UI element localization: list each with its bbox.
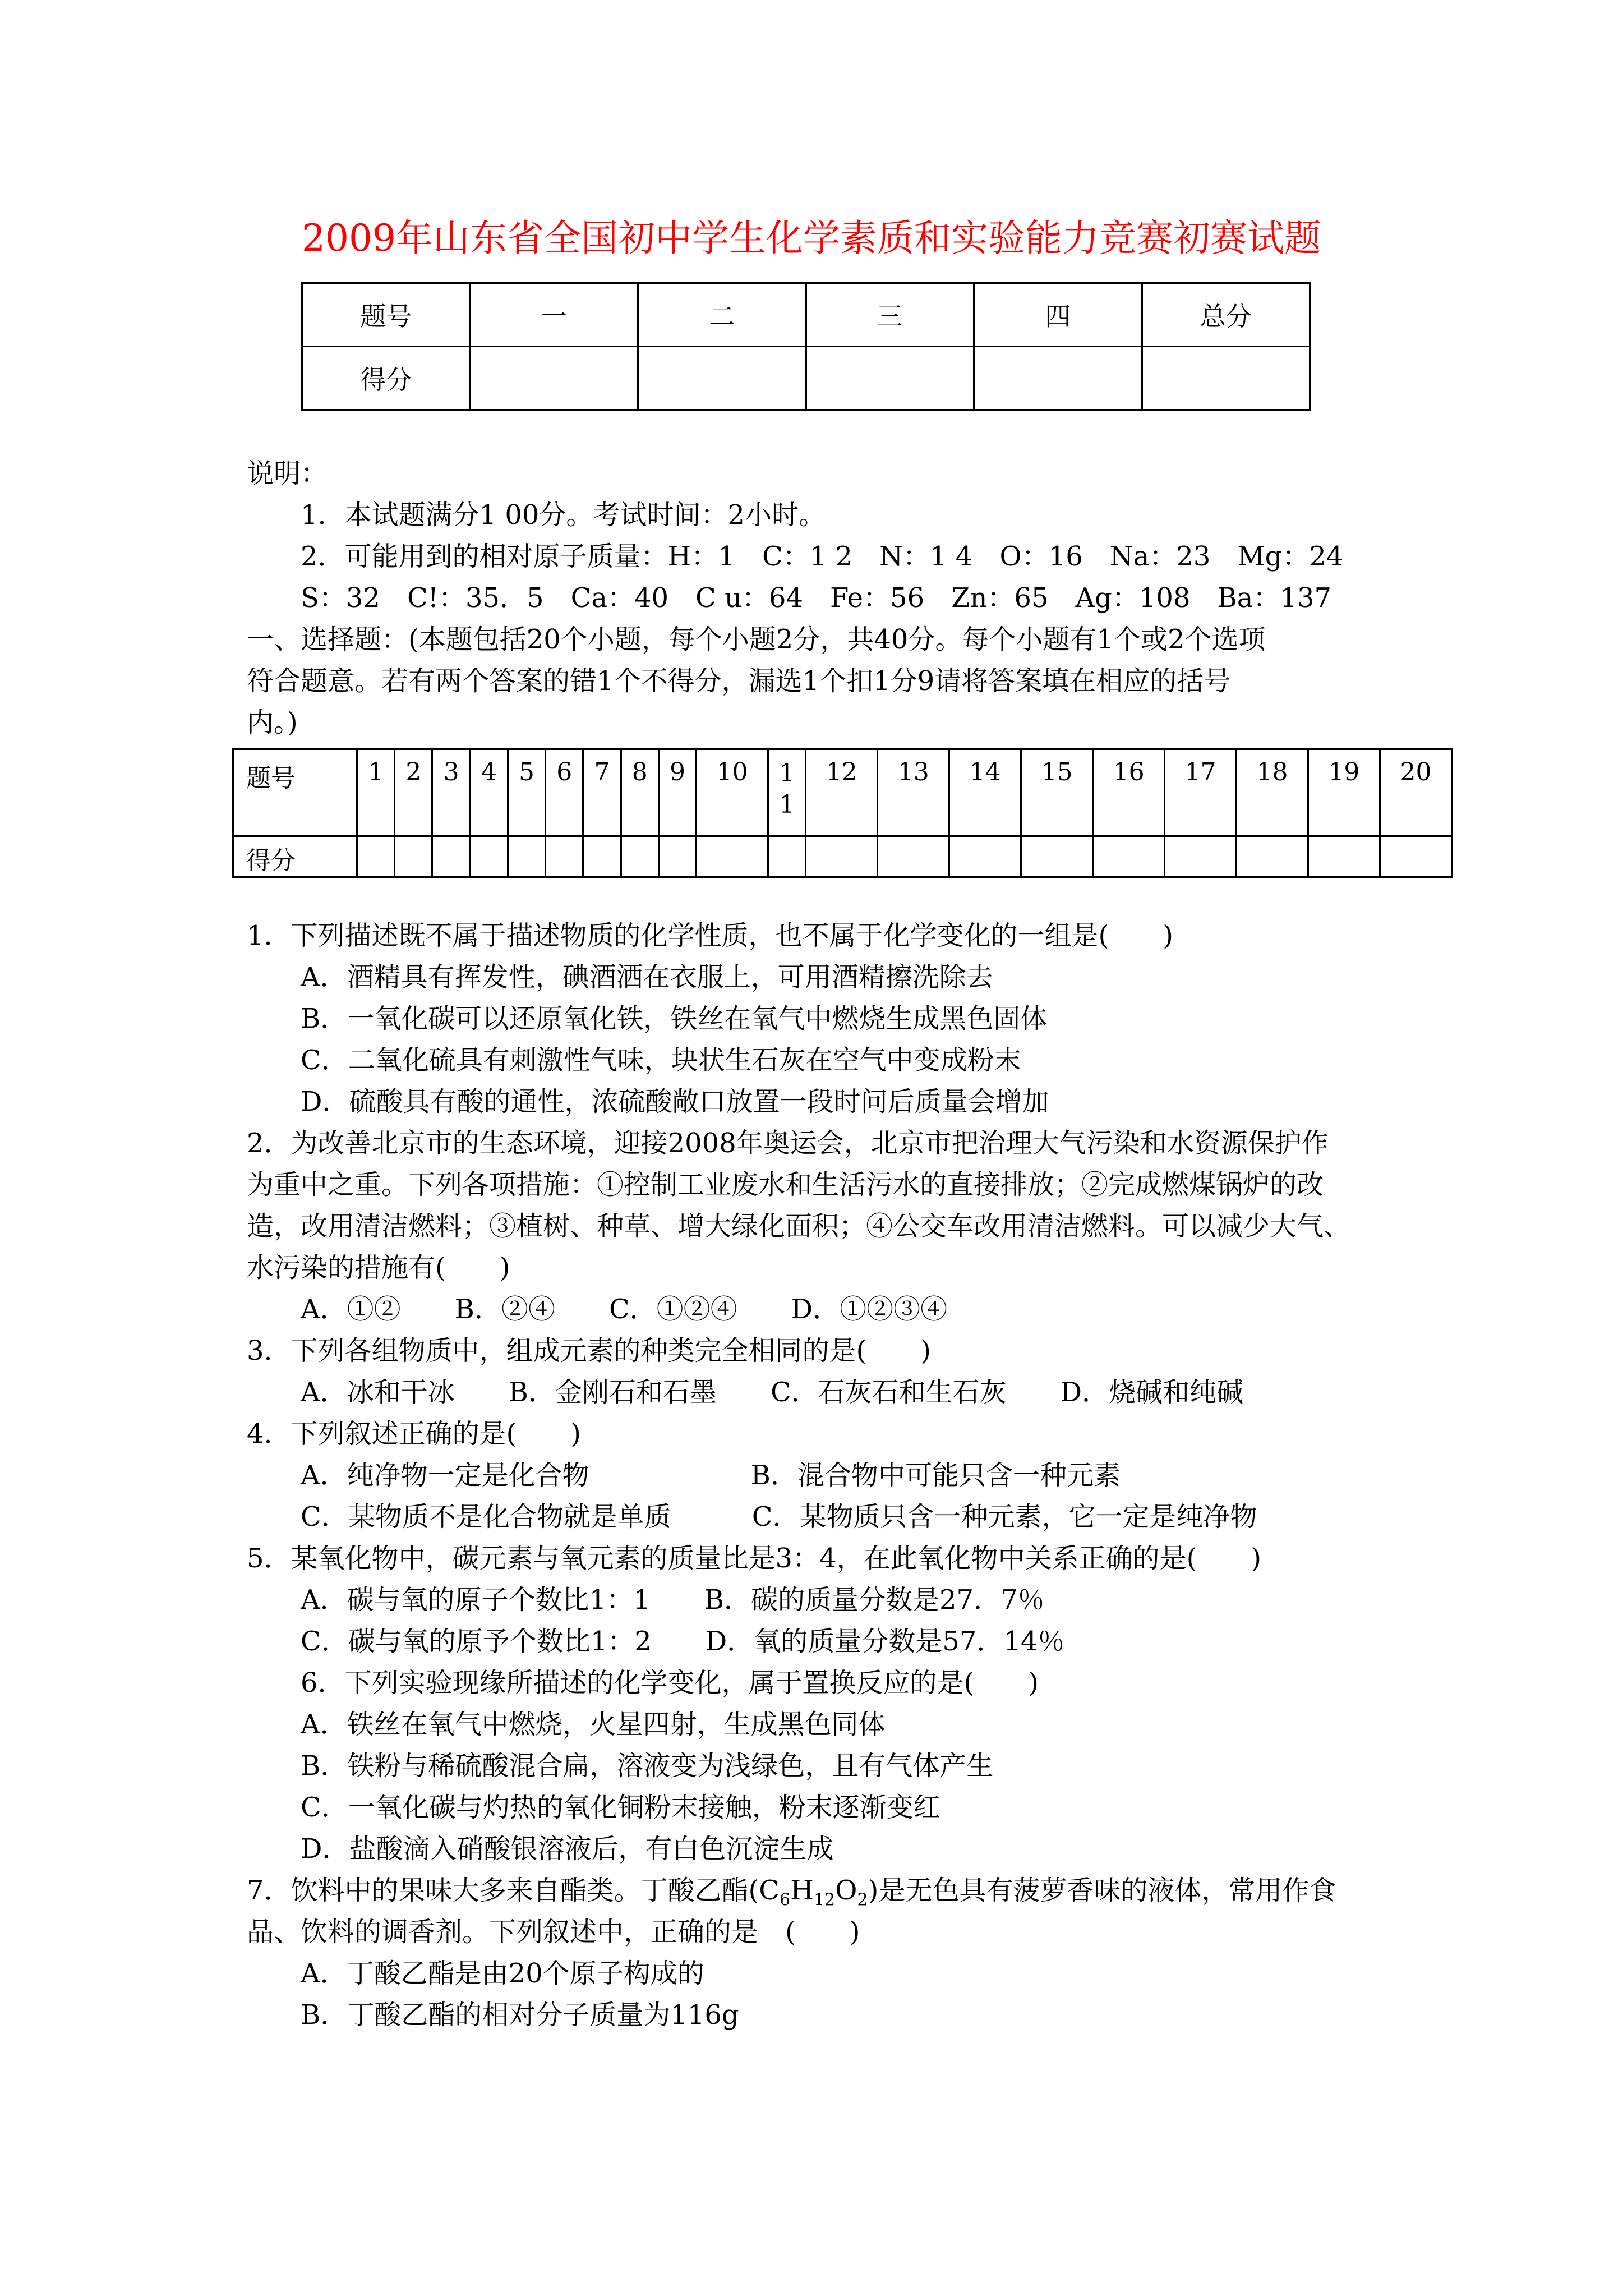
question-2-line-2: 为重中之重。下列各项措施：①控制工业废水和生活污水的直接排放；②完成燃煤锅炉的改 — [247, 1169, 1324, 1200]
section-1-line-3: 内。) — [247, 707, 298, 738]
question-number: 1 1 — [768, 749, 806, 836]
question-2-line-4: 水污染的措施有( ) — [247, 1252, 510, 1283]
answer-cell — [546, 836, 583, 877]
answer-cell — [1380, 836, 1451, 877]
question-number: 15 — [1021, 749, 1093, 836]
answer-table-number-label: 题号 — [233, 749, 357, 836]
answer-cell — [357, 836, 395, 877]
question-7-option-b: B．丁酸乙酯的相对分子质量为116g — [301, 1999, 739, 2031]
question-1-option-d: D．硫酸具有酸的通性，浓硫酸敞口放置一段时问后质量会增加 — [301, 1086, 1049, 1117]
question-7-line-1 — [247, 1874, 1336, 1917]
question-4-options-2: C．某物质不是化合物就是单质 C．某物质只含一种元素，它一定是纯净物 — [301, 1501, 1257, 1533]
answer-cell — [1165, 836, 1237, 877]
score-cell — [1142, 347, 1310, 410]
score-table-header-cell: 三 — [806, 283, 974, 347]
score-cell — [974, 347, 1142, 410]
question-number: 16 — [1093, 749, 1165, 836]
score-table-header-cell: 题号 — [302, 283, 471, 347]
question-6-option-a: A．铁丝在氧气中燃烧，火星四射，生成黑色同体 — [301, 1709, 886, 1740]
question-number: 1 — [357, 749, 395, 836]
page-title: 2009年山东省全国初中学生化学素质和实验能力竞赛初赛试题 — [302, 217, 1321, 260]
answer-cell — [470, 836, 508, 877]
score-cell — [806, 347, 974, 410]
answer-cell — [583, 836, 621, 877]
question-number: 14 — [949, 749, 1021, 836]
notes-line-2: 2．可能用到的相对原子质量：H：1 C：1 2 N：1 4 O：16 Na：23 Mg：24 — [301, 541, 1344, 572]
question-number: 4 — [470, 749, 508, 836]
question-2-line-3: 造，改用清洁燃料；③植树、种草、增大绿化面积；④公交车改用清洁燃料。可以减少大气、 — [247, 1211, 1351, 1242]
question-2-line-1: 2．为改善北京市的生态环境，迎接2008年奥运会，北京市把治理大气污染和水资源保护作 — [247, 1128, 1329, 1159]
question-number: 18 — [1237, 749, 1308, 836]
question-number: 12 — [806, 749, 878, 836]
score-table-header-cell: 一 — [470, 283, 638, 347]
question-3-options: A．冰和干冰 B．金刚石和石墨 C．石灰石和生石灰 D．烧碱和纯碱 — [301, 1377, 1244, 1408]
question-5-options-1: A．碳与氧的原子个数比1：1 B．碳的质量分数是27．7％ — [301, 1584, 1045, 1616]
question-6-option-d: D．盐酸滴入硝酸银溶液后，有白色沉淀生成 — [301, 1833, 834, 1865]
score-table-header-cell: 总分 — [1142, 283, 1310, 347]
section-1-line-1: 一、选择题：(本题包括20个小题，每个小题2分，共40分。每个小题有1个或2个选项 — [247, 624, 1266, 655]
question-4-options-1: A．纯净物一定是化合物 B．混合物中可能只含一种元素 — [301, 1460, 1121, 1491]
score-cell — [470, 347, 638, 410]
score-table — [301, 282, 1311, 411]
question-6: 6．下列实验现缘所描述的化学变化，属于置换反应的是( ) — [301, 1667, 1039, 1699]
question-6-option-c: C．一氧化碳与灼热的氧化铜粉末接触，粉末逐渐变红 — [301, 1792, 940, 1823]
question-number: 7 — [583, 749, 621, 836]
answer-cell — [395, 836, 432, 877]
question-number: 20 — [1380, 749, 1451, 836]
score-cell — [638, 347, 806, 410]
notes-line-1: 1．本试题满分1 00分。考试时间：2小时。 — [301, 499, 826, 531]
answer-cell — [878, 836, 949, 877]
formula-subscript: 2 — [857, 1890, 868, 1910]
question-number: 2 — [395, 749, 432, 836]
answer-cell — [949, 836, 1021, 877]
answer-cell — [697, 836, 768, 877]
question-number: 8 — [621, 749, 658, 836]
question-7-text-start: 7．饮料中的果味大多来自酯类。丁酸乙酯(C — [247, 1875, 780, 1906]
formula-element: H — [790, 1875, 814, 1906]
question-7-line-2: 品、饮料的调香剂。下列叙述中，正确的是 ( ) — [247, 1916, 860, 1948]
answer-cell — [621, 836, 658, 877]
answer-cell — [768, 836, 806, 877]
answer-cell — [432, 836, 470, 877]
question-1-option-a: A．酒精具有挥发性，碘酒洒在衣服上，可用酒精擦洗除去 — [301, 961, 993, 993]
answer-table — [232, 748, 1453, 878]
question-number: 19 — [1308, 749, 1380, 836]
question-number: 5 — [508, 749, 545, 836]
question-1: 1．下列描述既不属于描述物质的化学性质，也不属于化学变化的一组是( ) — [247, 920, 1173, 951]
score-table-score-label: 得分 — [302, 347, 471, 410]
formula-subscript: 12 — [813, 1890, 836, 1910]
question-number: 9 — [658, 749, 696, 836]
question-6-option-b: B．铁粉与稀硫酸混合扁，溶液变为浅绿色，且有气体产生 — [301, 1750, 994, 1782]
formula-element: O — [835, 1875, 857, 1906]
score-table-header-cell: 四 — [974, 283, 1142, 347]
question-number: 6 — [546, 749, 583, 836]
question-7-option-a: A．丁酸乙酯是由20个原子构成的 — [301, 1958, 704, 1989]
answer-cell — [658, 836, 696, 877]
question-2-options: A．①② B．②④ C．①②④ D．①②③④ — [301, 1294, 948, 1325]
question-number: 3 — [432, 749, 470, 836]
section-1-line-2: 符合题意。若有两个答案的错1个不得分，漏选1个扣1分9请将答案填在相应的括号 — [247, 665, 1231, 697]
answer-table-score-row — [233, 836, 1452, 877]
question-5: 5．某氧化物中，碳元素与氧元素的质量比是3：4，在此氧化物中关系正确的是( ) — [247, 1543, 1262, 1574]
question-3: 3．下列各组物质中，组成元素的种类完全相同的是( ) — [247, 1335, 931, 1366]
answer-cell — [508, 836, 545, 877]
answer-cell — [1021, 836, 1093, 877]
answer-table-score-label: 得分 — [233, 836, 357, 877]
question-number: 10 — [697, 749, 768, 836]
question-number: 13 — [878, 749, 949, 836]
score-table-score-row — [302, 347, 1310, 410]
question-number: 17 — [1165, 749, 1237, 836]
answer-cell — [1308, 836, 1380, 877]
question-7-text-end: )是无色具有菠萝香味的液体，常用作食 — [868, 1875, 1336, 1906]
question-4: 4．下列叙述正确的是( ) — [247, 1418, 581, 1450]
question-5-options-2: C．碳与氧的原予个数比1：2 D．氧的质量分数是57．14％ — [301, 1626, 1065, 1657]
notes-line-3: S：32 C!：35．5 Ca：40 C u：64 Fe：56 Zn：65 Ag：108 Ba：137 — [301, 582, 1332, 614]
answer-cell — [1093, 836, 1165, 877]
question-1-option-b: B．一氧化碳可以还原氧化铁，铁丝在氧气中燃烧生成黑色固体 — [301, 1003, 1048, 1034]
score-table-header-cell: 二 — [638, 283, 806, 347]
answer-cell — [1237, 836, 1308, 877]
question-1-option-c: C．二氧化硫具有刺激性气味，块状生石灰在空气中变成粉末 — [301, 1045, 1021, 1076]
score-table-header-row — [302, 283, 1310, 347]
formula-subscript: 6 — [780, 1890, 791, 1910]
notes-label: 说明： — [247, 458, 328, 489]
answer-table-number-row — [233, 749, 1452, 836]
answer-cell — [806, 836, 878, 877]
